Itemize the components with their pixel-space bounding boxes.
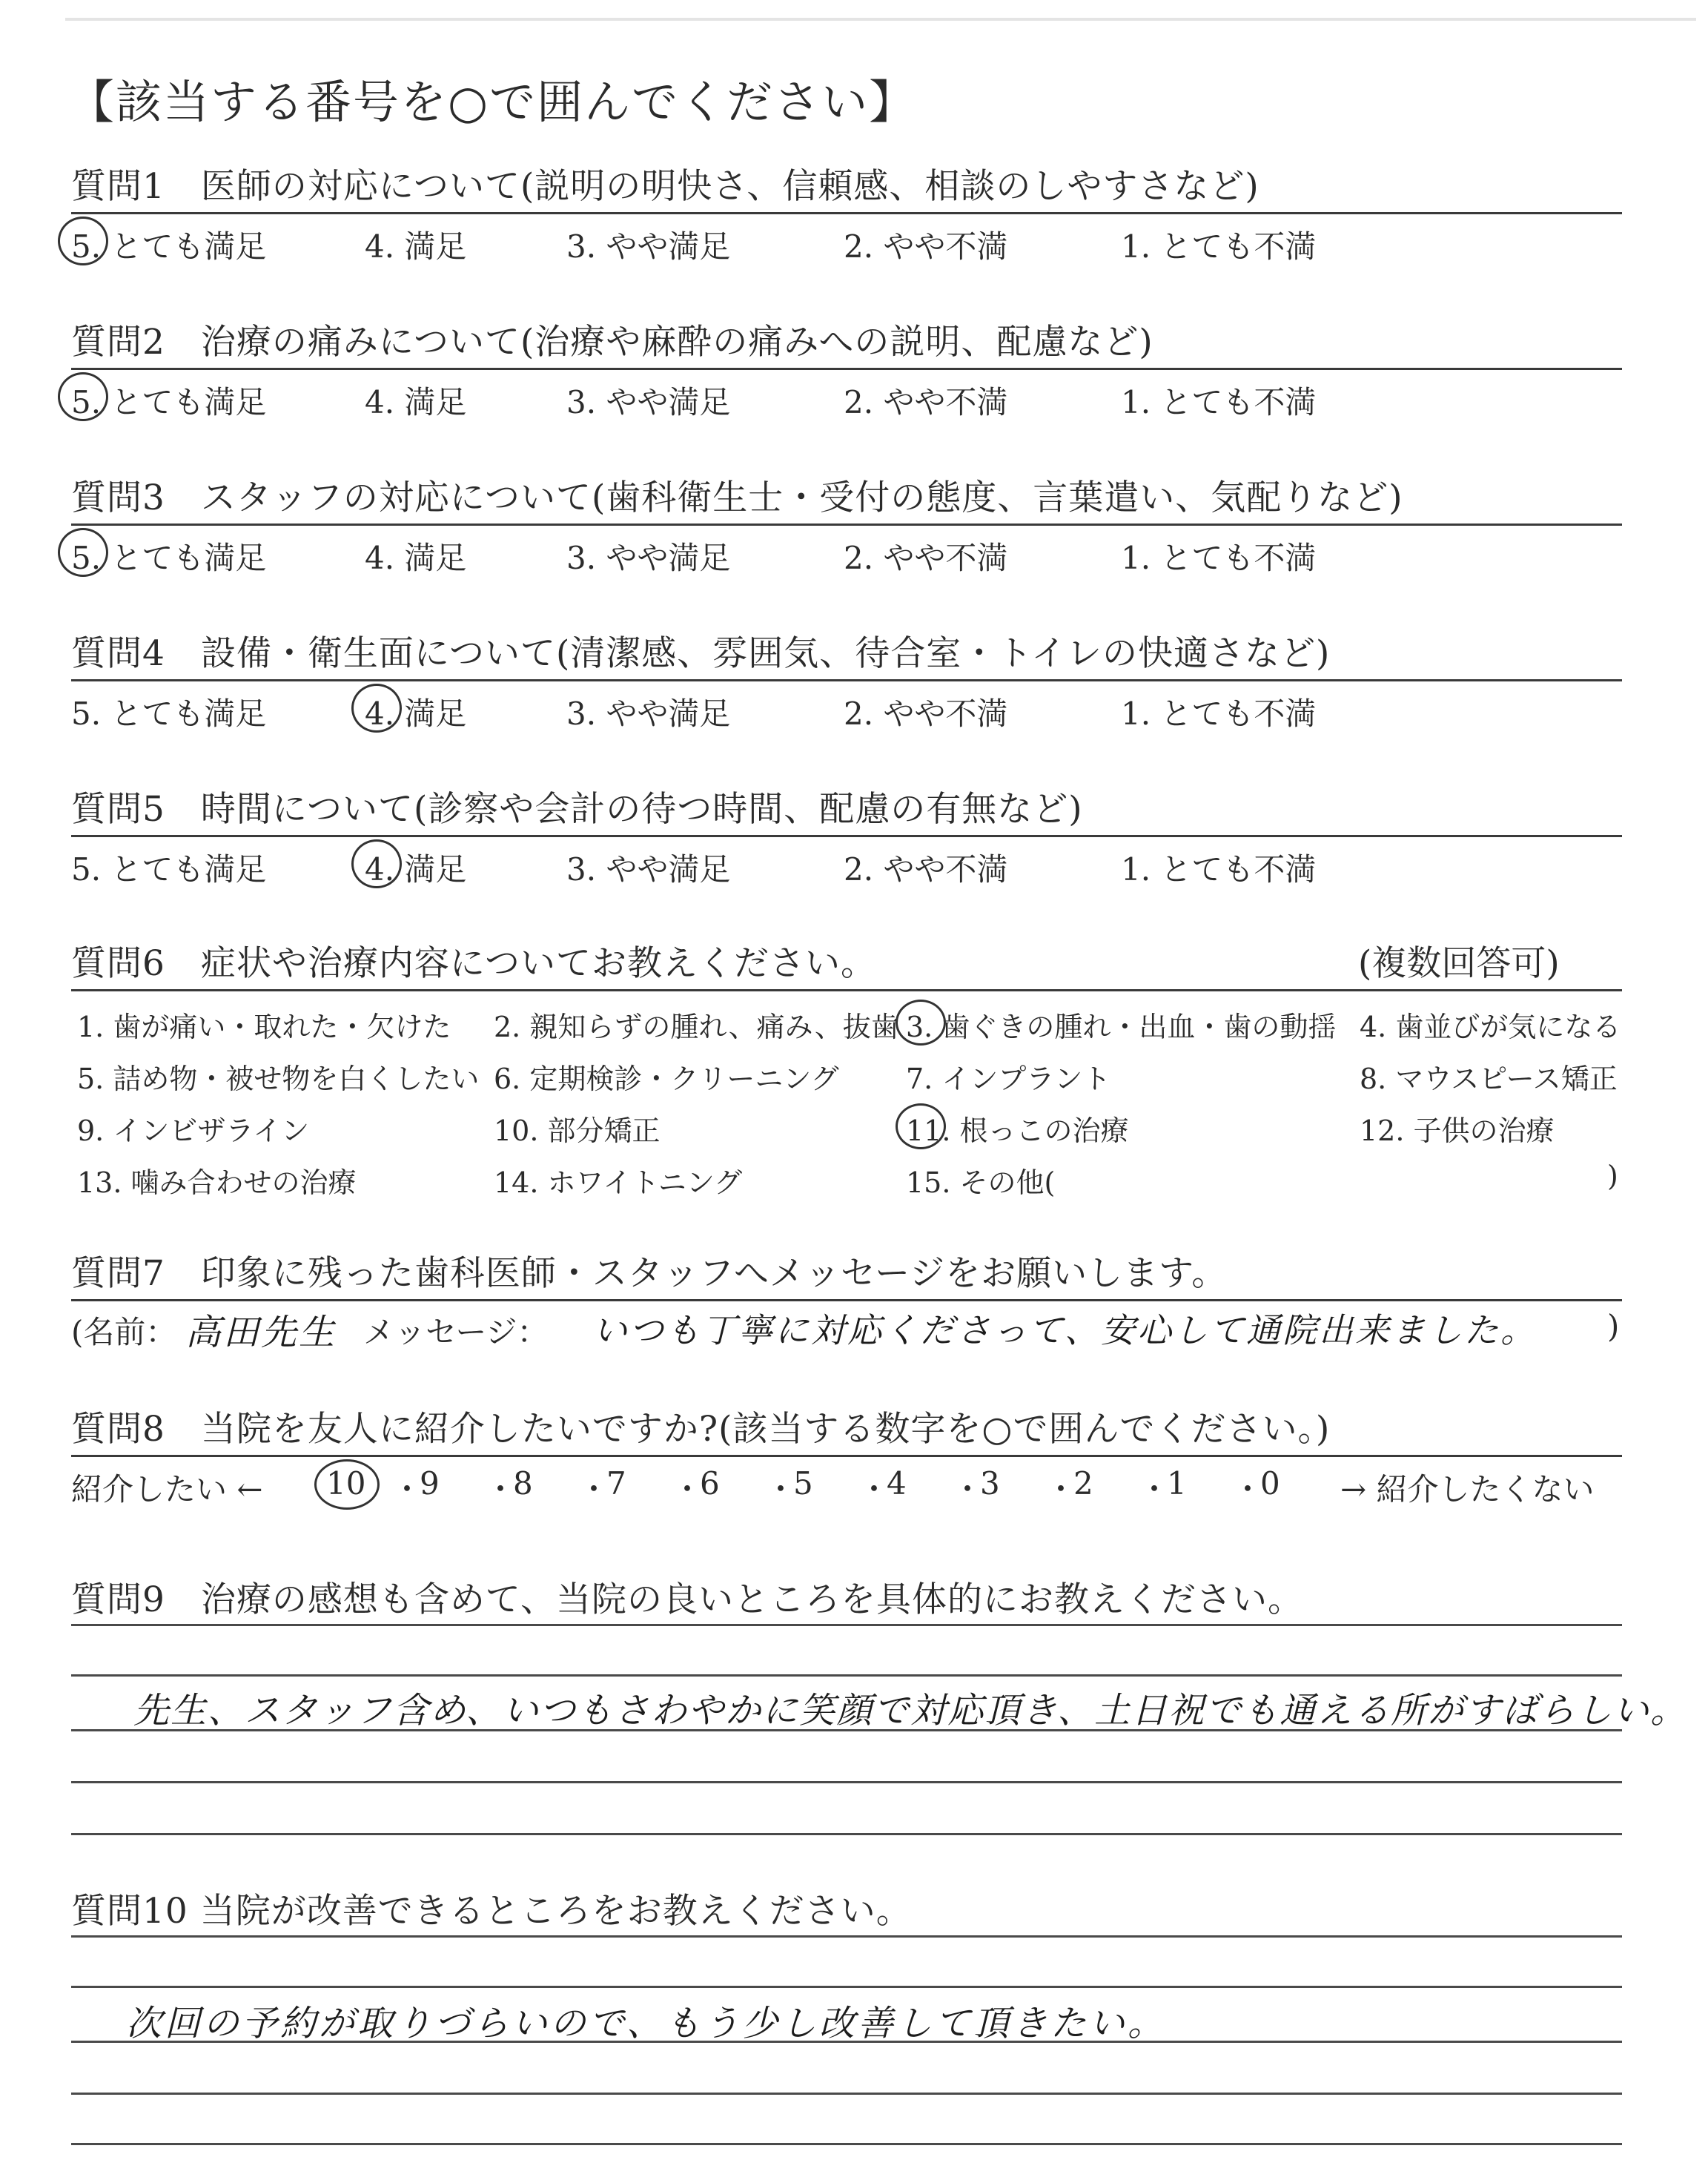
q2-option-1[interactable]: 1. とても不満 — [1121, 384, 1317, 420]
q2-option-3[interactable]: 3. やや満足 — [566, 384, 731, 420]
q6-option-11[interactable]: 11. 根っこの治療 — [906, 1114, 1129, 1147]
q8-scale-5[interactable]: 5 — [793, 1465, 813, 1502]
q8-right-label: → 紹介したくない — [1340, 1471, 1595, 1507]
q10-line-2 — [71, 1986, 1622, 1988]
q6-option-10[interactable]: 10. 部分矯正 — [494, 1114, 661, 1147]
q10-line-5 — [71, 2143, 1622, 2145]
q2-title: 質問2 治療の痛みについて(治療や麻酔の痛みへの説明、配慮など) — [71, 322, 1153, 363]
q5-option-2[interactable]: 2. やや不満 — [844, 851, 1008, 888]
q5-rule — [71, 835, 1622, 837]
instruction-heading: 【該当する番号を○で囲んでください】 — [68, 75, 917, 129]
q6-option-4[interactable]: 4. 歯並びが気になる — [1360, 1011, 1621, 1043]
q1-option-3[interactable]: 3. やや満足 — [566, 228, 731, 265]
q3-rule — [71, 524, 1622, 526]
q8-separator: ・ — [765, 1471, 797, 1507]
q6-option-13[interactable]: 13. 噛み合わせの治療 — [77, 1166, 357, 1199]
q1-option-1[interactable]: 1. とても不満 — [1121, 228, 1317, 265]
q7-message-handwritten[interactable]: いつも丁寧に対応くださって、安心して通院出来ました。 — [593, 1310, 1537, 1350]
q8-rule — [71, 1455, 1622, 1457]
q7-title: 質問7 印象に残った歯科医師・スタッフへメッセージをお願いします。 — [71, 1253, 1228, 1294]
q7-message-label: メッセージ： — [363, 1314, 549, 1350]
q7-name-label: (名前： — [71, 1314, 177, 1350]
q4-option-3[interactable]: 3. やや満足 — [566, 696, 731, 732]
q9-line-1 — [71, 1624, 1622, 1626]
q4-option-4[interactable]: 4. 満足 — [365, 696, 467, 732]
q4-selected-circle — [351, 684, 402, 733]
q4-option-1[interactable]: 1. とても不満 — [1121, 696, 1317, 732]
q8-separator: ・ — [578, 1471, 610, 1507]
q6-option-12[interactable]: 12. 子供の治療 — [1360, 1114, 1555, 1147]
q4-rule — [71, 679, 1622, 681]
q8-separator: ・ — [672, 1471, 704, 1507]
q6-option-1[interactable]: 1. 歯が痛い・取れた・欠けた — [77, 1011, 451, 1043]
q6-option-6[interactable]: 6. 定期検診・クリーニング — [494, 1063, 839, 1095]
q3-option-3[interactable]: 3. やや満足 — [566, 540, 731, 576]
q8-scale-10[interactable]: 10 — [326, 1465, 366, 1502]
q8-separator: ・ — [485, 1471, 517, 1507]
q5-option-3[interactable]: 3. やや満足 — [566, 851, 731, 888]
q3-option-4[interactable]: 4. 満足 — [365, 540, 467, 576]
q7-rule — [71, 1299, 1622, 1301]
q10-line-4 — [71, 2093, 1622, 2095]
q4-option-2[interactable]: 2. やや不満 — [844, 696, 1008, 732]
q8-separator: ・ — [1232, 1471, 1264, 1507]
q4-title: 質問4 設備・衛生面について(清潔感、雰囲気、待合室・トイレの快適さなど) — [71, 633, 1331, 674]
q8-scale-6[interactable]: 6 — [700, 1465, 720, 1502]
q2-option-4[interactable]: 4. 満足 — [365, 384, 467, 420]
q6-selected-circle-3 — [896, 1000, 946, 1046]
q3-option-5[interactable]: 5. とても満足 — [71, 540, 267, 576]
q2-option-5[interactable]: 5. とても満足 — [71, 384, 267, 420]
q1-option-4[interactable]: 4. 満足 — [365, 228, 467, 265]
q9-line-2 — [71, 1674, 1622, 1677]
q6-option-9[interactable]: 9. インビザライン — [77, 1114, 310, 1147]
q3-selected-circle — [58, 528, 108, 577]
q9-answer-handwritten[interactable]: 先生、スタッフ含め、いつもさわやかに笑顔で対応頂き、土日祝でも通える所がすばらしい。 — [133, 1690, 1688, 1731]
q8-separator: ・ — [952, 1471, 984, 1507]
q8-scale-3[interactable]: 3 — [980, 1465, 1000, 1502]
q5-title: 質問5 時間について(診察や会計の待つ時間、配慮の有無など) — [71, 789, 1083, 830]
q3-title: 質問3 スタッフの対応について(歯科衛生士・受付の態度、言葉遣い、気配りなど) — [71, 478, 1403, 518]
q8-scale-2[interactable]: 2 — [1073, 1465, 1093, 1502]
q6-option-8[interactable]: 8. マウスピース矯正 — [1360, 1063, 1618, 1095]
q2-rule — [71, 368, 1622, 370]
q9-line-3 — [71, 1729, 1622, 1731]
q6-option-7[interactable]: 7. インプラント — [906, 1063, 1111, 1095]
q10-line-3 — [71, 2041, 1622, 2043]
q8-selected-circle — [314, 1459, 380, 1510]
q10-line-1 — [71, 1935, 1622, 1938]
q10-answer-handwritten[interactable]: 次回の予約が取りづらいので、もう少し改善して頂きたい。 — [126, 2003, 1167, 2044]
q8-scale-9[interactable]: 9 — [420, 1465, 440, 1502]
q5-selected-circle — [351, 839, 402, 888]
q9-line-5 — [71, 1833, 1622, 1835]
q1-option-5[interactable]: 5. とても満足 — [71, 228, 267, 265]
q5-option-5[interactable]: 5. とても満足 — [71, 851, 267, 888]
q4-option-5[interactable]: 5. とても満足 — [71, 696, 267, 732]
q6-rule — [71, 989, 1622, 991]
q8-separator: ・ — [858, 1471, 890, 1507]
q7-name-handwritten[interactable]: 高田先生 — [185, 1312, 337, 1353]
q3-option-2[interactable]: 2. やや不満 — [844, 540, 1008, 576]
q9-title: 質問9 治療の感想も含めて、当院の良いところを具体的にお教えください。 — [71, 1579, 1303, 1620]
q8-title: 質問8 当院を友人に紹介したいですか?(該当する数字を○で囲んでください。) — [71, 1409, 1331, 1450]
q1-selected-circle — [58, 217, 108, 265]
q8-scale-8[interactable]: 8 — [513, 1465, 533, 1502]
q6-multiple-note: (複数回答可) — [1358, 943, 1560, 984]
q2-selected-circle — [58, 372, 108, 421]
q6-option-2[interactable]: 2. 親知らずの腫れ、痛み、抜歯 — [494, 1011, 899, 1043]
page-top-border — [65, 18, 1696, 21]
q8-scale-4[interactable]: 4 — [887, 1465, 907, 1502]
q2-option-2[interactable]: 2. やや不満 — [844, 384, 1008, 420]
q1-option-2[interactable]: 2. やや不満 — [844, 228, 1008, 265]
q3-option-1[interactable]: 1. とても不満 — [1121, 540, 1317, 576]
q6-option-16: ) — [1607, 1160, 1618, 1192]
q6-option-3[interactable]: 3. 歯ぐきの腫れ・出血・歯の動揺 — [906, 1011, 1337, 1043]
q8-separator: ・ — [1045, 1471, 1077, 1507]
q5-option-4[interactable]: 4. 満足 — [365, 851, 467, 888]
q6-option-5[interactable]: 5. 詰め物・被せ物を白くしたい — [77, 1063, 480, 1095]
q5-option-1[interactable]: 1. とても不満 — [1121, 851, 1317, 888]
q8-scale-7[interactable]: 7 — [606, 1465, 626, 1502]
q8-separator: ・ — [391, 1471, 423, 1507]
q8-separator: ・ — [1139, 1471, 1171, 1507]
q8-scale-1[interactable]: 1 — [1167, 1465, 1187, 1502]
q9-line-4 — [71, 1781, 1622, 1783]
q8-left-label: 紹介したい ← — [71, 1471, 263, 1507]
q1-title: 質問1 医師の対応について(説明の明快さ、信頼感、相談のしやすさなど) — [71, 166, 1260, 207]
q1-rule — [71, 212, 1622, 214]
q8-scale-0[interactable]: 0 — [1260, 1465, 1280, 1502]
q6-option-14[interactable]: 14. ホワイトニング — [494, 1166, 743, 1199]
q10-title: 質問10 当院が改善できるところをお教えください。 — [71, 1891, 912, 1932]
q7-close-paren: ) — [1607, 1308, 1620, 1344]
q6-selected-circle-11 — [896, 1103, 946, 1149]
q6-title: 質問6 症状や治療内容についてお教えください。 — [71, 943, 876, 984]
q6-option-15[interactable]: 15. その他( — [906, 1166, 1056, 1199]
